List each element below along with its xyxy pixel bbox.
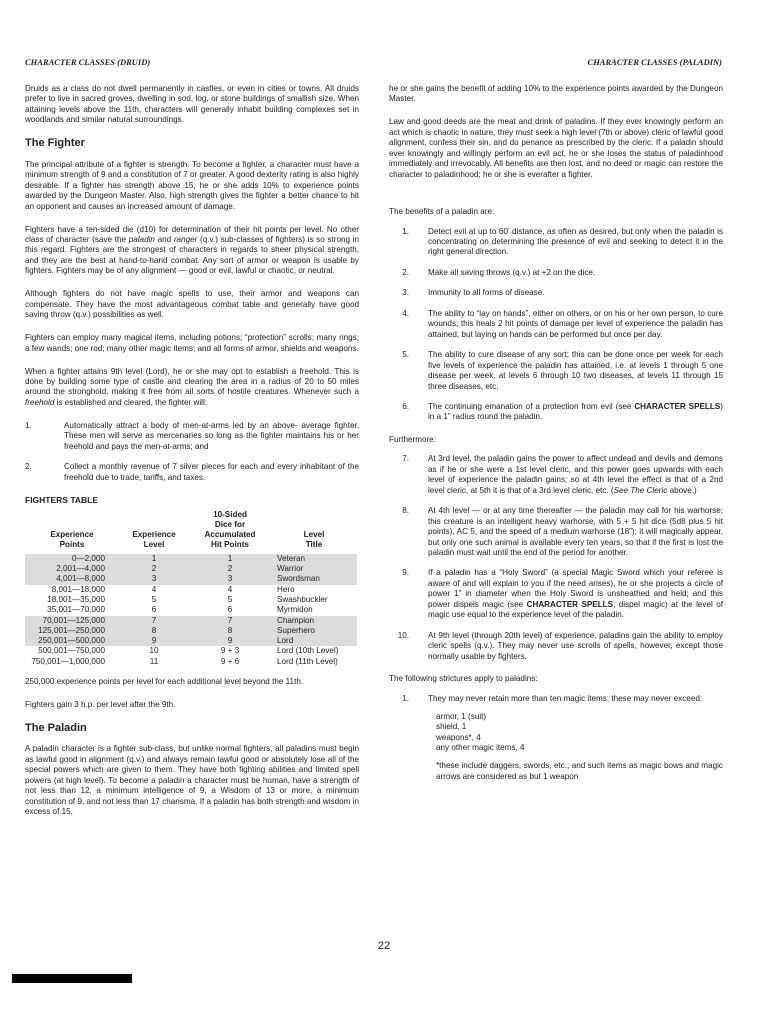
cell-level-title: Warrior	[271, 564, 357, 574]
cell-level-title: Lord	[271, 636, 357, 646]
cell-exp-points: 250,001—500,000	[25, 636, 119, 646]
table-row	[25, 616, 357, 626]
list-item: 1. Automatically attract a body of men-at-arms led by an above- average fighter. These men will serve as mercenaries so long as the fighter maintains his or her freehold and pays the men-at-arms; and	[25, 420, 359, 451]
table-row	[25, 585, 357, 595]
fighter-heading: The Fighter	[25, 137, 85, 150]
cell-exp-points: 18,001—35,000	[47, 594, 105, 604]
paladin-paragraph-3: Law and good deeds are the meat and drink of paladins. If they ever knowingly perform an act which is chaotic in nature, they must seek a high level (7th or above) cleric of lawful good alignment, confess their sin, and do penance as prescribed by the cleric. If a paladin should ever knowingly and willingly perform an evil act, he or she loses the status of paladinhood immediately and irrevocably. All benefits are then lost, and no deed or magic can restore the character to paladinhood; he or she is everafter a fighter.	[389, 117, 723, 179]
fighter-paragraph-2: Fighters have a ten-sided die (d10) for determination of their hit points per level. No other class of character (save the paladin and ranger (q.v.) sub-classes of fighters) is so strong in this regard. Fighters are the strongest of characters in regards to sheer physical strength, and they are the best at hand-to-hand combat. Any sort of armor or weapon is usable by fighters. Fighters may be of any alignment — good or evil, lawful or chaotic, or neutral.	[25, 224, 360, 276]
table-row	[25, 595, 357, 605]
cell-level-title: Hero	[277, 584, 295, 594]
cell-exp-points: 8,001—18,000	[51, 584, 105, 594]
cell-exp-points: 35,001—70,000	[47, 605, 105, 615]
list-item: 8. At 4th level — or at any time thereafter — the paladin may call for his warhorse; this creature is an intelligent heavy warhorse, with 5 + 5 hit dice (5d8 plus 5 hit points), AC 5, and the speed of a medium warhorse (18”); it will magically appear, but only one such animal is available every ten years, so that if the first is lost the paladin must wait until the end of the period for another.	[402, 506, 723, 557]
cell-exp-level: 6	[151, 605, 157, 615]
cell-level-title: Veteran	[271, 554, 357, 564]
list-item: 6. The continuing emanation of a protection from evil (see CHARACTER SPELLS) in a 1” radius round the paladin.	[402, 402, 723, 422]
weapon-footnote: *these include daggers, swords, etc.; and such items as magic bows and magic arrows are considered as but 1 weapon	[436, 761, 723, 781]
table-row	[25, 626, 357, 636]
cell-exp-level: 11	[149, 656, 159, 666]
strictures-intro: The following strictures apply to paladins:	[389, 674, 538, 684]
fighter-paragraph-1: The principal attribute of a fighter is strength. To become a fighter, a character must have a minimum strength of 9 and a constitution of 7 or greater. A good dexterity rating is also highly desirable. If a fighter has strength above 15, he or she adds 10% to experience points awarded by the Dungeon Master. Also, high strength gives the fighter a better chance to hit an opponent and causes an increased amount of damage.	[25, 159, 359, 211]
cell-hit-dice: 5	[227, 594, 233, 604]
cell-exp-level: 7	[119, 616, 189, 626]
cell-exp-level: 2	[119, 564, 189, 574]
cell-exp-level: 3	[119, 574, 189, 584]
table-row	[25, 636, 357, 646]
cell-exp-level: 9	[119, 636, 189, 646]
cell-hit-dice: 4	[227, 584, 233, 594]
paladin-heading: The Paladin	[25, 721, 87, 734]
cell-hit-dice: 3	[189, 574, 271, 584]
list-item: 9. If a paladin has a “Holy Sword” (a special Magic Sword which your referee is aware of and will explain to you if the need arises), he or she projects a circle of power 1” in diameter when the Holy Sword is unsheathed and held; and this power dispels magic (see CHARACTER SPELLS, dispel magic) at the level of magic use equal to the experience level of the paladin.	[402, 568, 723, 620]
cell-hit-dice: 8	[189, 626, 271, 636]
strictures-list	[389, 694, 723, 704]
list-item: 2. Make all saving throws (q.v.) at +2 on the dice.	[402, 267, 596, 277]
cell-exp-level: 1	[119, 554, 189, 564]
hit-point-note: Fighters gain 3 h.p. per level after the 9th.	[25, 700, 176, 709]
list-item: 10. At 9th level (through 20th level) of experience, paladins gain the ability to employ cleric spells (q.v.). They may never use scrolls of spells, however, except those normally usable by fighters.	[397, 630, 723, 661]
cell-exp-points: 125,001—250,000	[25, 626, 119, 636]
list-item: 2. Collect a monthly revenue of 7 silver pieces for each and every inhabitant of the freehold due to trade, tariffs, and taxes.	[25, 462, 359, 482]
list-item: 3. Immunity to all forms of disease.	[402, 288, 545, 298]
cell-hit-dice: 9	[189, 636, 271, 646]
running-header-right: CHARACTER CLASSES (PALADIN)	[587, 57, 722, 67]
cell-hit-dice: 1	[189, 554, 271, 564]
further-list	[389, 454, 723, 662]
cell-exp-points: 2,001—4,000	[25, 564, 119, 574]
fighter-paragraph-3: Although fighters do not have magic spells to use, their armor and weapons can compensate. They have the most advantageous combat table and generally have good saving throw (q.v.) possibilities as well.	[25, 289, 359, 320]
list-item: 1. Detect evil at up to 60’ distance, as often as desired, but only when the paladin is concentrating on determining the presence of evil and seeking to detect it in the right general direction.	[402, 226, 723, 257]
table-row	[25, 646, 357, 656]
cell-exp-points: 750,001—1,000,000	[31, 656, 105, 666]
item-limit: weapons*, 4	[436, 732, 481, 742]
table-row	[25, 554, 357, 564]
cell-level-title: Swashbuckler	[277, 594, 328, 604]
item-limit: armor, 1 (suit)	[436, 711, 487, 721]
fighter-paragraph-4: Fighters can employ many magical items, including potions; “protection” scrolls; many rings; a few wands; one rod; many other magic items; and all forms of armor, shields and weapons.	[25, 333, 359, 353]
cell-exp-level: 5	[151, 594, 157, 604]
cell-exp-points: 70,001—125,000	[25, 616, 119, 626]
cell-level-title: Superhero	[271, 626, 357, 636]
cell-hit-dice: 9 + 3	[220, 646, 240, 656]
list-item: 1. They may never retain more than ten magic items; these may never exceed:	[402, 693, 703, 703]
paladin-paragraph-2: he or she gains the benefit of adding 10% to the experience points awarded by the Dungeon Master.	[389, 84, 723, 104]
table-row	[25, 605, 357, 615]
item-limit: any other magic items, 4	[436, 742, 525, 752]
col-header-exp-level: Experience Level	[132, 530, 176, 550]
benefits-list	[389, 227, 723, 423]
cell-exp-points: 500,001—750,000	[38, 646, 105, 656]
item-limits	[389, 712, 723, 753]
cell-level-title: Lord (10th Level)	[277, 646, 339, 656]
cell-exp-points: 4,001—8,000	[25, 574, 119, 584]
page-number: 22	[377, 940, 391, 952]
left-column	[25, 84, 359, 830]
table-row	[25, 564, 357, 574]
cell-level-title: Lord (11th Level)	[277, 656, 338, 666]
cell-exp-points: 0—2,000	[25, 554, 119, 564]
cell-hit-dice: 7	[189, 616, 271, 626]
footer-bar	[12, 974, 132, 983]
list-item: 7. At 3rd level, the paladin gains the power to affect undead and devils and demons as if he or she were a 1st level cleric, and this power goes upwards with each level of experience the paladin gains; so at 4th level the effect is that of a 2nd level cleric, at 5th it is that of a 3rd level cleric, etc. (See The Cleric above.)	[402, 454, 723, 495]
fighter-paragraph-5: When a fighter attains 9th level (Lord), he or she may opt to establish a freehold. This is done by building some type of castle and clearing the area in a radius of 20 to 50 miles around the stronghold, making it free from all sorts of hostile creatures. Whenever such a freehold is established and cleared, the fighter will:	[25, 366, 359, 407]
right-column	[389, 84, 723, 782]
list-item: 5. The ability to cure disease of any sort; this can be done once per week for each five levels of experience the paladin has attained, i.e. at levels 1 through 5 one disease per week, at levels 6 through 10 two diseases, at levels 11 through 15 three diseases, etc.	[402, 350, 723, 391]
table-note: 250,000 experience points per level for each additional level beyond the 11th.	[25, 677, 304, 687]
table-row	[25, 657, 357, 667]
fighters-table	[25, 510, 357, 667]
druid-paragraph: Druids as a class do not dwell permanently in castles, or even in cities or towns. All druids prefer to live in sacred groves, dwelling in sod, log, or stone buildings of smallish size. When attaining levels above the 11th, characters will generally inhabit building complexes set in woodlands and similar natural surroundings.	[25, 84, 359, 125]
item-limit: shield, 1	[436, 722, 467, 732]
cell-hit-dice: 9 + 6	[220, 656, 240, 666]
col-header-exp-points: Experience Points	[50, 530, 94, 550]
cell-level-title: Champion	[271, 616, 357, 626]
list-item: 4. The ability to “lay on hands”, either on others, or on his or her own person, to cure wounds; this heals 2 hit points of damage per level of experience the paladin has attained, but laying on hands can be performed but once per day.	[402, 308, 723, 339]
cell-level-title: Swordsman	[271, 574, 357, 584]
col-header-hit-dice: 10-Sided Dice for Accumulated Hit Points	[204, 509, 256, 550]
freehold-list	[25, 421, 359, 483]
cell-hit-dice: 6	[227, 605, 233, 615]
running-header-left: CHARACTER CLASSES (DRUID)	[25, 57, 151, 67]
benefits-intro: The benefits of a paladin are:	[389, 207, 495, 217]
paladin-paragraph-1: A paladin character is a fighter sub-class, but unlike normal fighters, all paladins must begin as lawful good in alignment (q.v.) and always remain lawful good or absolutely lose all of the special powers which are given to them. They have both fighting abilities and limited spell powers (at high level). To become a paladin a character must be human, have a strength of not less than 12, a minimum intelligence of 9, a Wisdom of 13 or more, a minimum constitution of 9, and not less than 17 charisma. If a paladin has both strength and wisdom in excess of 15,	[25, 744, 359, 817]
cell-hit-dice: 2	[189, 564, 271, 574]
fighters-table-title: FIGHTERS TABLE	[25, 495, 99, 506]
table-row	[25, 574, 357, 584]
cell-level-title: Myrmidon	[277, 605, 313, 615]
cell-exp-level: 10	[149, 646, 159, 656]
cell-exp-level: 8	[119, 626, 189, 636]
furthermore-label: Furthermore:	[389, 434, 436, 444]
cell-exp-level: 4	[151, 584, 157, 594]
col-header-level-title: Level Title	[303, 530, 325, 550]
